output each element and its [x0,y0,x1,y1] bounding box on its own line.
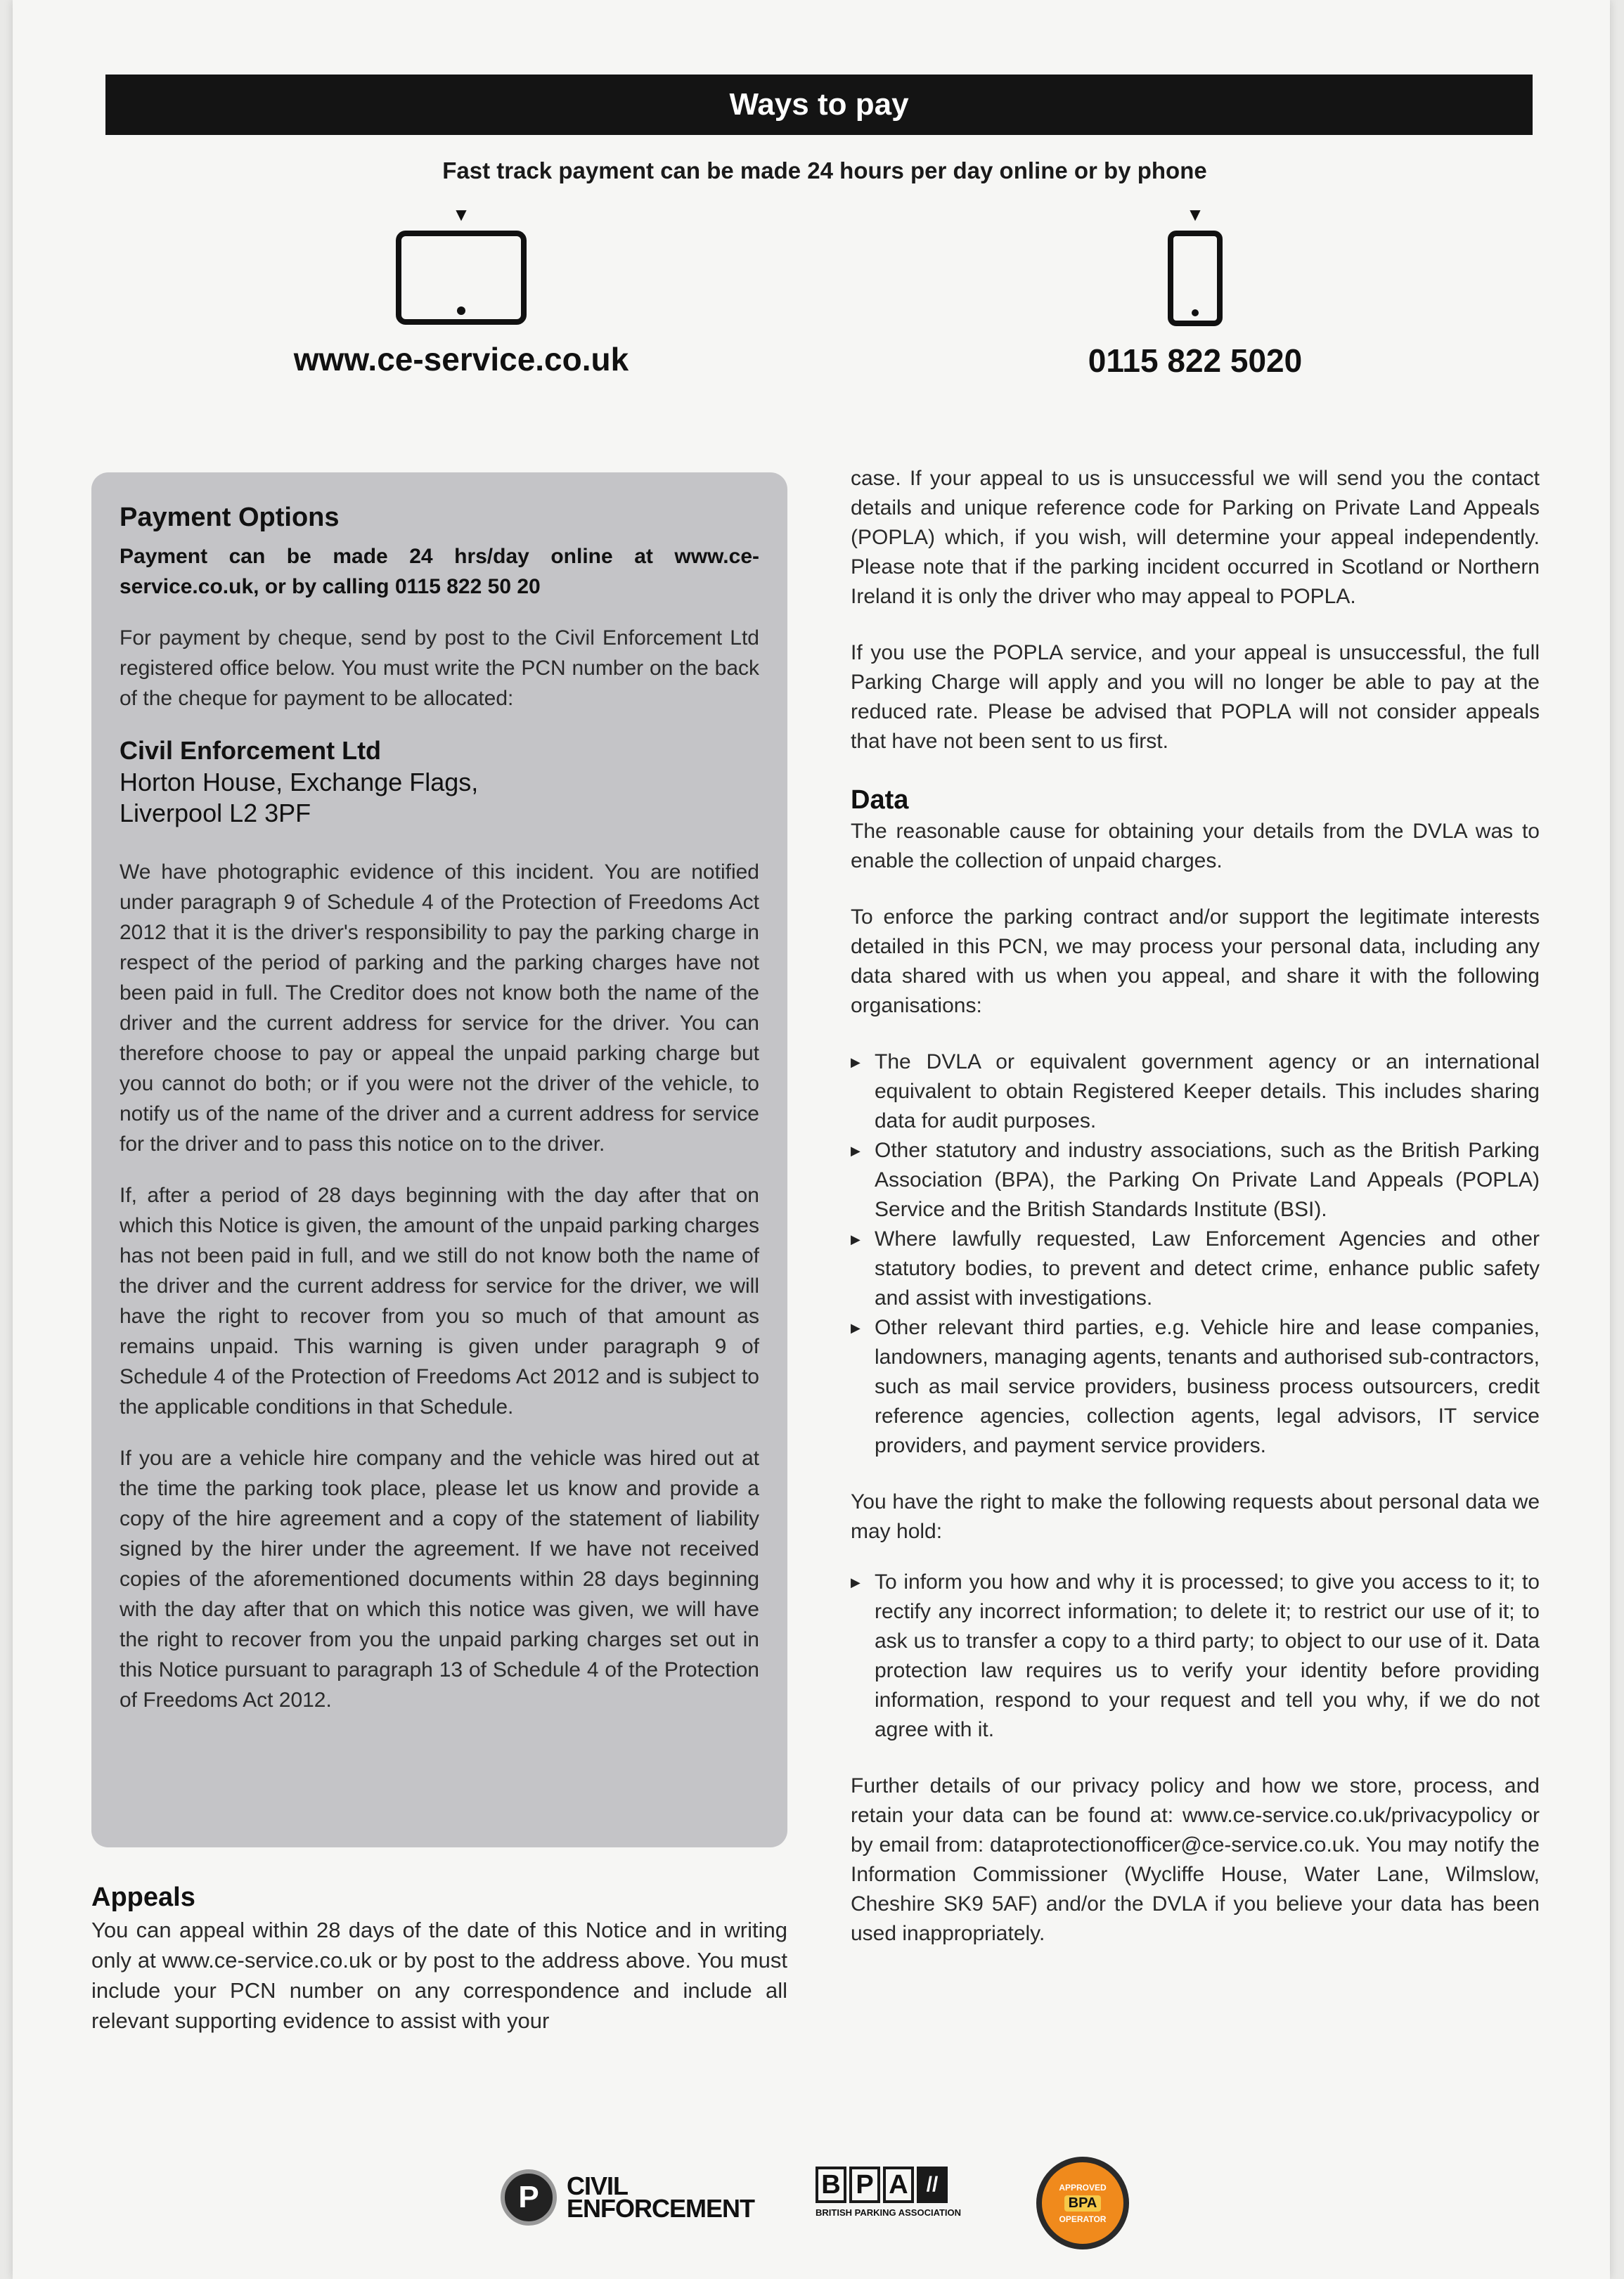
rights-list [851,1568,1540,1745]
appeals-continued-1: case. If your appeal to us is unsuccessful we will send you the contact details and unique reference code for Parking on Private Land Appeals (POPLA) which, if you wish, will determine your appeal independently. Please note that if the parking incident occurred in Scotland or Northern Ireland it is only the driver who may appeal to POPLA. [851,467,1540,608]
appeals-continued-2: If you use the POPLA service, and your appeal is unsuccessful, the full Parking Charge will apply and you will no longer be able to pay at the reduced rate. Please be advised that POPLA will not consider appeals that have not been sent to us first. [851,641,1540,753]
organisations-list [851,1047,1540,1461]
list-item: ▶ Where lawfully requested, Law Enforcement Agencies and other statutory bodies, to prevent and detect crime, enhance public safety and assist with investigations. [851,1225,1540,1313]
phone-icon [1168,231,1223,326]
address-line-2: Liverpool L2 3PF [120,799,311,827]
online-payment-channel [257,204,665,378]
payment-options-heading: Payment Options [120,503,340,532]
bpa-letter-a: A [883,2167,914,2203]
parking-p-icon: P [501,2169,557,2226]
list-item: ▶ The DVLA or equivalent government agency or an international equivalent to obtain Registered Keeper details. This includes sharing data for audit purposes. [851,1047,1540,1136]
page-title: Ways to pay [729,87,909,122]
cheque-instructions: For payment by cheque, send by post to the Civil Enforcement Ltd registered office below. You must write the PCN number on the back of the cheque for payment to be allocated: [120,626,759,710]
list-item: ▶ Other statutory and industry associations, such as the British Parking Association (BPA), the Parking On Private Land Appeals (POPLA) Service and the British Standards Institute (BSI). [851,1136,1540,1225]
appeals-heading: Appeals [91,1883,195,1912]
list-item: ▶ Other relevant third parties, e.g. Vehicle hire and lease companies, landowners, managing agents, tenants and authorised sub-contractors, such as mail service providers, business process outsourcers, credit reference agencies, collection agents, legal advisors, IT service providers, and payment service providers. [851,1313,1540,1461]
down-arrow-icon: ▼ [452,204,470,225]
approved-operator-badge [1036,2157,1129,2249]
rights-intro: You have the right to make the following requests about personal data we may hold: [851,1490,1540,1543]
notice-paragraph-2: If, after a period of 28 days beginning with the day after that on which this Notice is given, the amount of the unpaid parking charges has not been paid in full, and we still do not know both the name of the driver and the current address for service for the driver, we will have the right to recover from you so much of that amount as remains unpaid. This warning is given under paragraph 9 of Schedule 4 of the Protection of Freedoms Act 2012 and is subject to the applicable conditions in that Schedule. [120,1184,759,1419]
privacy-paragraph: Further details of our privacy policy and how we store, process, and retain your data can be found at: www.ce-service.co.uk/privacypolicy or by email from: dataprotectionofficer@ce-service.co.uk. You may notify the Information Commissioner (Wycliffe House, Water Lane, Wilmslow, Cheshire SK9 5AF) and/or the DVLA if you believe your data has been used inappropriately. [851,1774,1540,1945]
civil-enforcement-logo [501,2169,754,2226]
approved-badge-bottom: OPERATOR [1059,2214,1107,2224]
civil-enforcement-wordmark [567,2171,754,2223]
approved-badge-mid: BPA [1064,2195,1102,2212]
data-paragraph-1: The reasonable cause for obtaining your details from the DVLA was to enable the collection of unpaid charges. [851,820,1540,872]
phone-number-label: 0115 822 5020 [1088,342,1303,379]
footer-logos [13,2151,1624,2249]
page-title-banner [105,75,1533,135]
payment-options-lead: Payment can be made 24 hrs/day online at www.ce-service.co.uk, or by calling 0115 822 50 20 [120,545,759,598]
bpa-letter-p: P [849,2167,880,2203]
notice-paragraph-3: If you are a vehicle hire company and the vehicle was hired out at the time the parking took place, please let us know and provide a copy of the hire agreement and a copy of the statement of liability signed by the hirer under the agreement. If we have not received copies of the aforementioned documents within 28 days beginning with the day after that on which this notice was given, we will have the right to recover from you the unpaid parking charges set out in this Notice pursuant to paragraph 13 of Schedule 4 of the Protection of Freedoms Act 2012. [120,1447,759,1712]
bpa-letter-b: B [816,2167,846,2203]
logo-line-2: ENFORCEMENT [567,2194,754,2223]
bpa-letters [816,2167,961,2203]
tablet-icon [396,231,527,325]
down-arrow-icon: ▼ [1186,204,1204,225]
appeals-section [91,1880,787,2036]
address-block [120,767,759,829]
right-column [851,464,1540,1975]
address-line-1: Horton House, Exchange Flags, [120,768,479,796]
approved-badge-top: APPROVED [1059,2182,1107,2193]
bpa-logo [816,2167,961,2218]
fast-track-text: Fast track payment can be made 24 hours per day online or by phone [442,157,1207,183]
appeals-text: You can appeal within 28 days of the date of this Notice and in writing only at www.ce-service.co.uk or by post to the address above. You must include your PCN number on any correspondence and include all relevant supporting evidence to assist with your [91,1918,787,2033]
notice-paragraph-1: We have photographic evidence of this incident. You are notified under paragraph 9 of Schedule 4 of the Protection of Freedoms Act 2012 that it is the driver's responsibility to pay the parking charge in respect of the period of parking and the parking charges have not been paid in full. The Creditor does not know both the name of the driver and the current address for service for the driver. You can therefore choose to pay or appeal the unpaid parking charge but you cannot do both; or if you were not the driver of the vehicle, to notify us of the name of the driver and a current address for service for the driver and to pass this notice on to the driver. [120,860,759,1156]
bpa-swoosh-icon: // [917,2167,948,2203]
data-paragraph-2: To enforce the parking contract and/or support the legitimate interests detailed in this PCN, we may process your personal data, including any data shared with us when you appeal, and share it with the following organisations: [851,905,1540,1017]
address-name: Civil Enforcement Ltd [120,736,382,765]
logo-line-1: CIVIL [567,2171,629,2200]
phone-payment-channel [1019,204,1371,380]
bpa-subtitle: BRITISH PARKING ASSOCIATION [816,2207,962,2218]
payment-options-box [91,472,787,1847]
data-heading: Data [851,785,909,815]
website-label: www.ce-service.co.uk [293,341,629,377]
list-item: ▶ To inform you how and why it is processed; to give you access to it; to rectify any incorrect information; to delete it; to restrict our use of it; to ask us to transfer a copy to a third party; to object to our use of it. Data protection law requires us to verify your identity before providing information, respond to your request and tell you why, if we do not agree with it. [851,1568,1540,1745]
letter-page [13,0,1610,2279]
